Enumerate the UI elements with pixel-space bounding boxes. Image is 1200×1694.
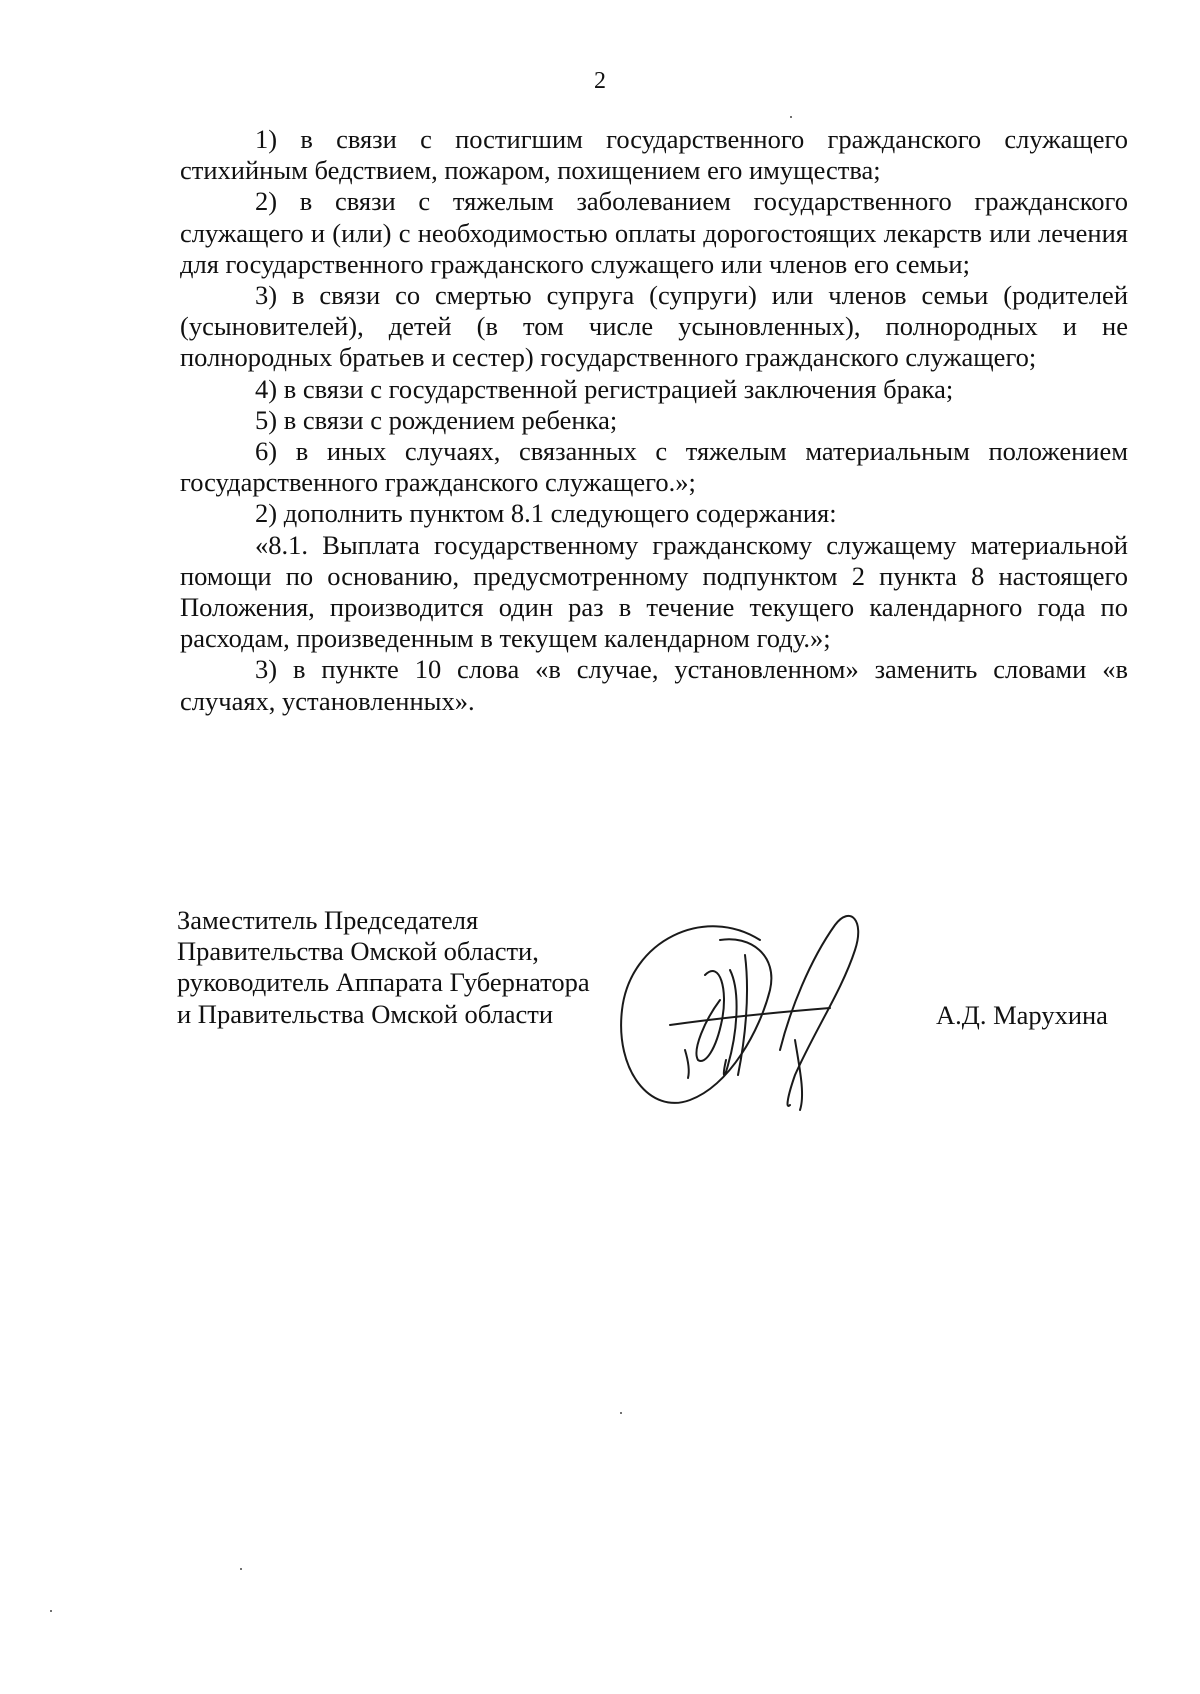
scan-speck xyxy=(790,116,792,118)
paragraph-item-5: 5) в связи с рождением ребенка; xyxy=(255,404,618,435)
handwritten-signature xyxy=(610,900,910,1130)
signer-name: А.Д. Марухина xyxy=(936,1000,1108,1030)
paragraph-item-3: 3) в связи со смертью супруга (супруги) или членов семьи (родителей (усыновителей), детей (в том числе усыновленных), полнородных и не полнородных братьев и сестер) государственного гражданского служащего; xyxy=(180,280,1128,373)
signatory-title-line: руководитель Аппарата Губернатора xyxy=(177,967,590,998)
scan-speck xyxy=(50,1610,52,1612)
paragraph-amend-2: 2) дополнить пунктом 8.1 следующего содержания: xyxy=(255,498,837,529)
paragraph-item-1: 1) в связи с постигшим государственного гражданского служащего стихийным бедствием, пожаром, похищением его имущества; xyxy=(180,124,1128,186)
signatory-title-line: Заместитель Председателя xyxy=(177,905,479,935)
signatory-title-line: и Правительства Омской области xyxy=(177,998,554,1029)
paragraph-item-4: 4) в связи с государственной регистрацией заключения брака; xyxy=(255,373,954,404)
paragraph-item-2: 2) в связи с тяжелым заболеванием государственного гражданского служащего и (или) с необходимостью оплаты дорогостоящих лекарств или лечения для государственного гражданского служащего или членов его семьи; xyxy=(180,186,1128,279)
scan-speck xyxy=(620,1412,622,1414)
paragraph-item-6: 6) в иных случаях, связанных с тяжелым материальным положением государственного гражданского служащего.»; xyxy=(180,436,1128,498)
paragraph-amend-3: 3) в пункте 10 слова «в случае, установленном» заменить словами «в случаях, установленных». xyxy=(180,654,1128,716)
page-number: 2 xyxy=(594,68,606,94)
document-body xyxy=(180,124,1128,717)
signatory-title-line: Правительства Омской области, xyxy=(177,936,539,967)
signatory-title xyxy=(177,905,590,1030)
scan-speck xyxy=(240,1568,242,1570)
paragraph-new-8-1: «8.1. Выплата государственному гражданскому служащему материальной помощи по основанию, предусмотренному подпунктом 2 пункта 8 настоящего Положения, производится один раз в течение текущего календарного года по расходам, произведенным в текущем календарном году.»; xyxy=(180,529,1128,654)
